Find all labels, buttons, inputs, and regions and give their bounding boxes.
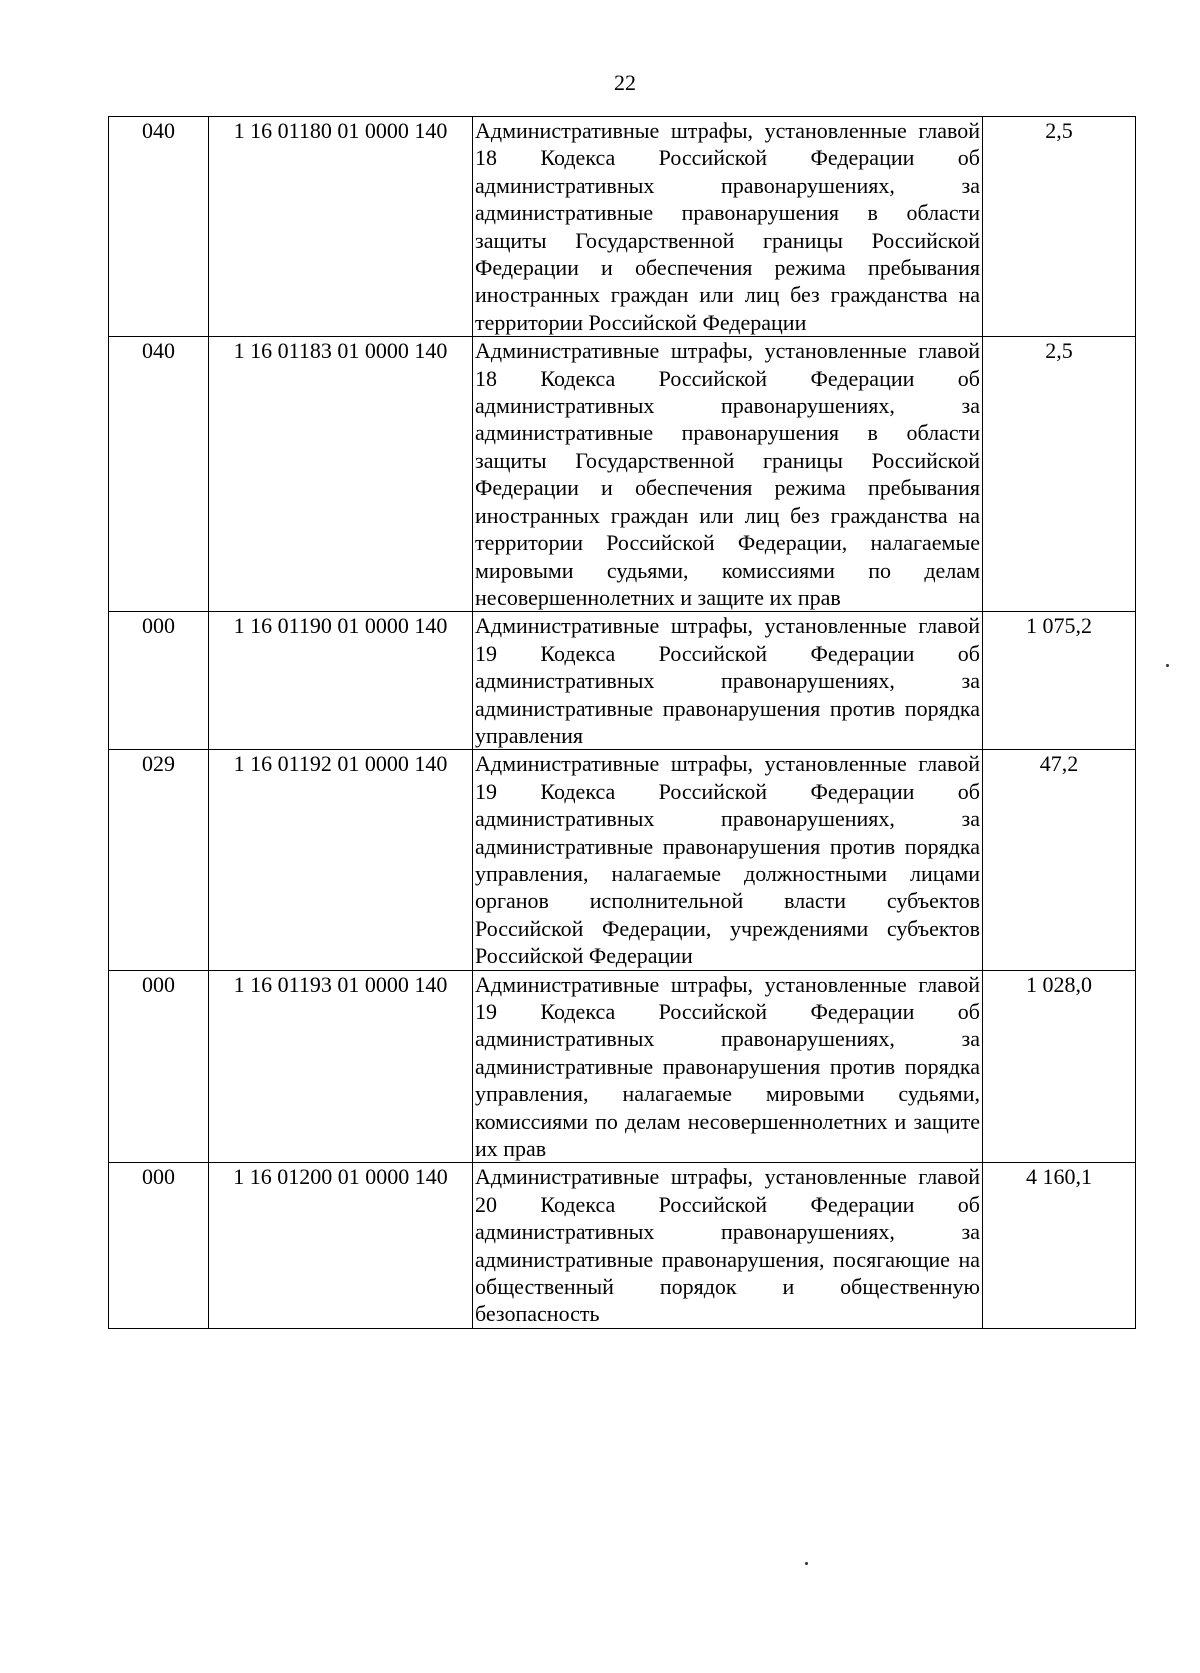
kbk-code-cell: 1 16 01190 01 0000 140: [209, 612, 473, 750]
scan-speck: [1166, 664, 1169, 667]
amount-cell: 47,2: [983, 750, 1136, 970]
revenue-name-cell: Административные штрафы, установленные главой 18 Кодекса Российской Федерации об административных правонарушениях, за административные правонарушения в области защиты Государственной границы Российской Федерации и обеспечения режима пребывания иностранных граждан или лиц без гражданства на территории Российской Федерации, налагаемые мировыми судьями, комиссиями по делам несовершеннолетних и защите их прав: [473, 337, 983, 612]
amount-cell: 1 028,0: [983, 970, 1136, 1163]
admin-code-cell: 029: [109, 750, 209, 970]
kbk-code-cell: 1 16 01180 01 0000 140: [209, 117, 473, 337]
kbk-code-cell: 1 16 01193 01 0000 140: [209, 970, 473, 1163]
table-row: [109, 117, 1136, 337]
revenue-name-cell: Административные штрафы, установленные главой 19 Кодекса Российской Федерации об административных правонарушениях, за административные правонарушения против порядка управления, налагаемые мировыми судьями, комиссиями по делам несовершеннолетних и защите их прав: [473, 970, 983, 1163]
admin-code-cell: 000: [109, 970, 209, 1163]
amount-cell: 1 075,2: [983, 612, 1136, 750]
scan-speck: [805, 1562, 808, 1565]
page-number: 22: [614, 70, 636, 95]
admin-code-cell: 000: [109, 612, 209, 750]
kbk-code-cell: 1 16 01192 01 0000 140: [209, 750, 473, 970]
revenue-name-cell: Административные штрафы, установленные главой 18 Кодекса Российской Федерации об административных правонарушениях, за административные правонарушения в области защиты Государственной границы Российской Федерации и обеспечения режима пребывания иностранных граждан или лиц без гражданства на территории Российской Федерации: [473, 117, 983, 337]
amount-cell: 4 160,1: [983, 1163, 1136, 1328]
revenue-name-cell: Административные штрафы, установленные главой 19 Кодекса Российской Федерации об административных правонарушениях, за административные правонарушения против порядка управления, налагаемые должностными лицами органов исполнительной власти субъектов Российской Федерации, учреждениями субъектов Российской Федерации: [473, 750, 983, 970]
amount-cell: 2,5: [983, 117, 1136, 337]
revenue-name-cell: Административные штрафы, установленные главой 19 Кодекса Российской Федерации об административных правонарушениях, за административные правонарушения против порядка управления: [473, 612, 983, 750]
table-row: [109, 1163, 1136, 1328]
kbk-code-cell: 1 16 01183 01 0000 140: [209, 337, 473, 612]
revenue-name-cell: Административные штрафы, установленные главой 20 Кодекса Российской Федерации об административных правонарушениях, за административные правонарушения, посягающие на общественный порядок и общественную безопасность: [473, 1163, 983, 1328]
table-row: [109, 970, 1136, 1163]
table-row: [109, 337, 1136, 612]
kbk-code-cell: 1 16 01200 01 0000 140: [209, 1163, 473, 1328]
admin-code-cell: 040: [109, 117, 209, 337]
admin-code-cell: 000: [109, 1163, 209, 1328]
table-row: [109, 750, 1136, 970]
table-row: [109, 612, 1136, 750]
revenue-table: [108, 116, 1136, 1329]
admin-code-cell: 040: [109, 337, 209, 612]
amount-cell: 2,5: [983, 337, 1136, 612]
